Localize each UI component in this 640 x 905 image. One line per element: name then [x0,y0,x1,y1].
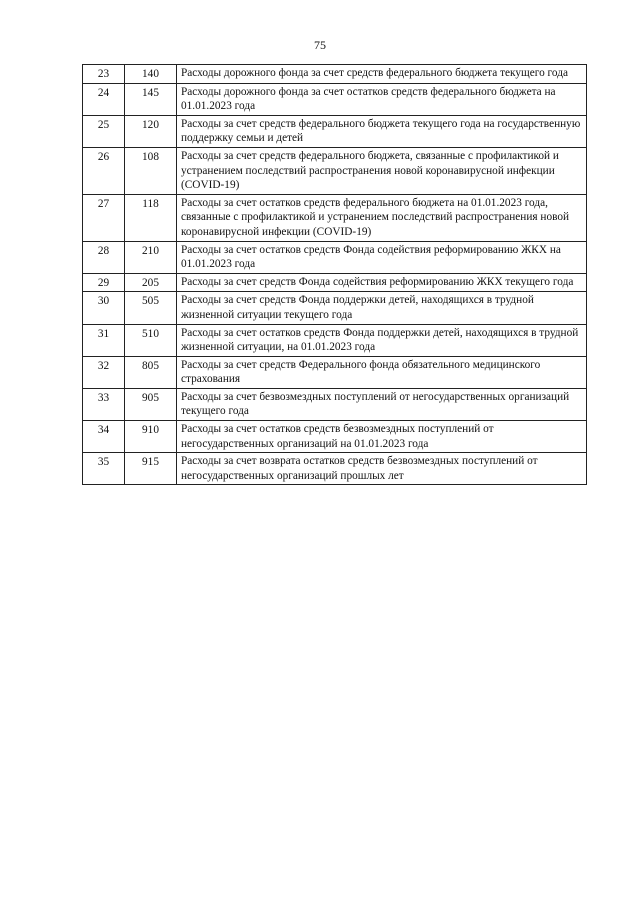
expense-code: 910 [125,421,177,453]
expense-code: 120 [125,115,177,147]
row-number: 26 [83,147,125,194]
table-row [83,388,587,420]
row-number: 34 [83,421,125,453]
expense-code: 145 [125,83,177,115]
table-row [83,83,587,115]
expense-description: Расходы за счет средств федерального бюджета текущего года на государственную поддержку семьи и детей [177,115,587,147]
table-row [83,421,587,453]
table-row [83,65,587,84]
table-row [83,356,587,388]
table-row [83,147,587,194]
row-number: 27 [83,194,125,241]
row-number: 24 [83,83,125,115]
table-row [83,273,587,292]
row-number: 30 [83,292,125,324]
expense-description: Расходы за счет средств федерального бюджета, связанные с профилактикой и устранением последствий распространения новой коронавирусной инфекции (COVID-19) [177,147,587,194]
table-row [83,324,587,356]
expense-description: Расходы за счет остатков средств федерального бюджета на 01.01.2023 года, связанные с профилактикой и устранением последствий распространения новой коронавирусной инфекции (COVID-19) [177,194,587,241]
expense-description: Расходы дорожного фонда за счет остатков средств федерального бюджета на 01.01.2023 года [177,83,587,115]
expense-code: 118 [125,194,177,241]
row-number: 32 [83,356,125,388]
expense-description: Расходы за счет средств Фонда содействия реформированию ЖКХ текущего года [177,273,587,292]
row-number: 28 [83,241,125,273]
row-number: 35 [83,453,125,485]
expense-description: Расходы за счет остатков средств безвозмездных поступлений от негосударственных организаций на 01.01.2023 года [177,421,587,453]
table-row [83,241,587,273]
table-row [83,292,587,324]
row-number: 25 [83,115,125,147]
expense-description: Расходы дорожного фонда за счет средств федерального бюджета текущего года [177,65,587,84]
expense-codes-table [82,64,587,485]
expense-code: 905 [125,388,177,420]
table-row [83,194,587,241]
row-number: 31 [83,324,125,356]
page-number: 75 [314,38,326,52]
expense-code: 108 [125,147,177,194]
expense-code: 505 [125,292,177,324]
expense-description: Расходы за счет остатков средств Фонда поддержки детей, находящихся в трудной жизненной ситуации, на 01.01.2023 года [177,324,587,356]
row-number: 23 [83,65,125,84]
row-number: 33 [83,388,125,420]
expense-description: Расходы за счет безвозмездных поступлений от негосударственных организаций текущего года [177,388,587,420]
expense-code: 205 [125,273,177,292]
expense-code: 140 [125,65,177,84]
row-number: 29 [83,273,125,292]
expense-description: Расходы за счет остатков средств Фонда содействия реформированию ЖКХ на 01.01.2023 года [177,241,587,273]
expense-description: Расходы за счет возврата остатков средств безвозмездных поступлений от негосударственных организаций прошлых лет [177,453,587,485]
table-row [83,115,587,147]
expense-code: 915 [125,453,177,485]
expense-description: Расходы за счет средств Федерального фонда обязательного медицинского страхования [177,356,587,388]
table-row [83,453,587,485]
expense-description: Расходы за счет средств Фонда поддержки детей, находящихся в трудной жизненной ситуации текущего года [177,292,587,324]
expense-code: 510 [125,324,177,356]
expense-code: 805 [125,356,177,388]
expense-code: 210 [125,241,177,273]
